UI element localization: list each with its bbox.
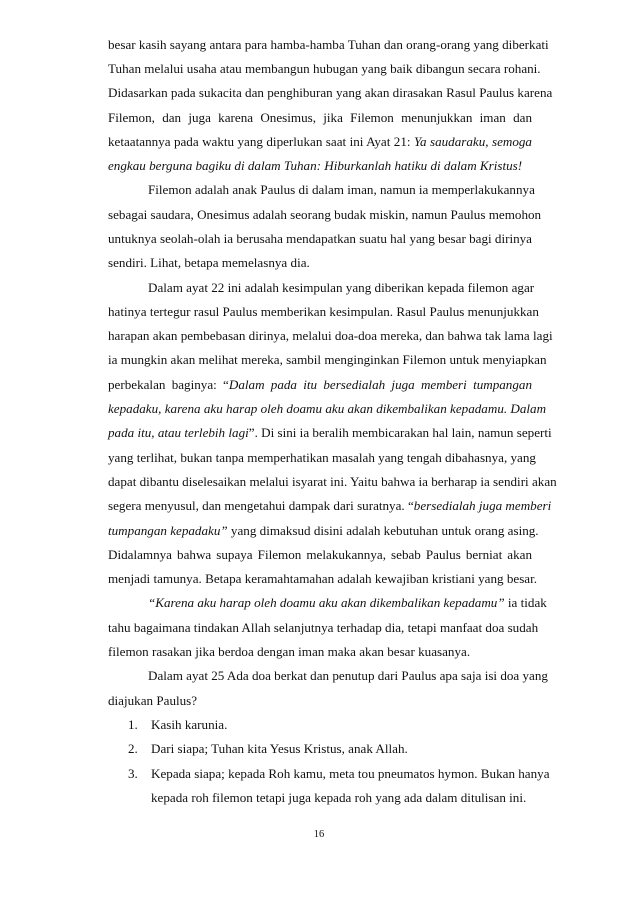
text-line: perbekalan baginya: “Dalam pada itu bersedialah juga memberi tumpangan <box>108 377 532 392</box>
text-line: menjadi tamunya. Betapa keramahtamahan adalah kewajiban kristiani yang besar. <box>108 571 538 586</box>
text-line: Dalam ayat 22 ini adalah kesimpulan yang diberikan kepada filemon agar <box>148 280 535 295</box>
text-line: Filemon, dan juga karena Onesimus, jika Filemon menunjukkan iman dan <box>108 110 532 125</box>
text-line: ketaatannya pada waktu yang diperlukan saat ini Ayat 21: Ya saudaraku, semoga <box>108 134 532 149</box>
list-item: Kasih karunia. <box>151 717 228 732</box>
text-line: kepadaku, karena aku harap oleh doamu aku akan dikembalikan kepadamu. Dalam <box>108 401 547 416</box>
text-line: pada itu, atau terlebih lagi”. Di sini ia beralih membicarakan hal lain, namun seperti <box>108 425 552 440</box>
text-line: Didalamnya bahwa supaya Filemon melakukannya, sebab Paulus berniat akan <box>108 547 532 562</box>
list-number: 1. <box>128 717 138 732</box>
list-number: 2. <box>128 741 138 756</box>
text-line: sendiri. Lihat, betapa memelasnya dia. <box>108 255 310 270</box>
text-line: tahu bagaimana tindakan Allah selanjutnya terhadap dia, tetapi manfaat doa sudah <box>108 620 539 635</box>
text-line: sebagai saudara, Onesimus adalah seorang budak miskin, namun Paulus memohon <box>108 207 542 222</box>
text-line: besar kasih sayang antara para hamba-hamba Tuhan dan orang-orang yang diberkati <box>108 37 549 52</box>
list-number: 3. <box>128 766 138 781</box>
list-item: Dari siapa; Tuhan kita Yesus Kristus, anak Allah. <box>151 741 408 756</box>
page-number: 16 <box>313 829 325 840</box>
text-line: hatinya tertegur rasul Paulus memberikan kesimpulan. Rasul Paulus menunjukkan <box>108 304 539 319</box>
text-line: tumpangan kepadaku” yang dimaksud disini adalah kebutuhan untuk orang asing. <box>108 523 539 538</box>
list-item-continuation: kepada roh filemon tetapi juga kepada roh yang ada dalam ditulisan ini. <box>151 790 527 805</box>
text-line: untuknya seolah-olah ia berusaha mendapatkan suatu hal yang besar bagi dirinya <box>108 231 532 246</box>
text-line: “Karena aku harap oleh doamu aku akan dikembalikan kepadamu” ia tidak <box>148 595 547 610</box>
text-line: diajukan Paulus? <box>108 693 198 708</box>
text-line: Tuhan melalui usaha atau membangun hubugan yang baik dibangun secara rohani. <box>108 61 541 76</box>
text-line: yang terlihat, bukan tanpa memperhatikan masalah yang tengah dibahasnya, yang <box>108 450 536 465</box>
text-line: Dalam ayat 25 Ada doa berkat dan penutup dari Paulus apa saja isi doa yang <box>148 668 548 683</box>
text-line: engkau berguna bagiku di dalam Tuhan: Hiburkanlah hatiku di dalam Kristus! <box>108 158 523 173</box>
list-item: Kepada siapa; kepada Roh kamu, meta tou pneumatos hymon. Bukan hanya <box>151 766 550 781</box>
text-line: ia mungkin akan melihat mereka, sambil menginginkan Filemon untuk menyiapkan <box>108 352 547 367</box>
text-line: harapan akan pembebasan dirinya, melalui doa-doa mereka, dan bahwa tak lama lagi <box>108 328 553 343</box>
text-line: Didasarkan pada sukacita dan penghiburan yang akan dirasakan Rasul Paulus karena <box>108 85 553 100</box>
text-line: dapat dibantu diselesaikan melalui isyarat ini. Yaitu bahwa ia berharap ia sendiri akan <box>108 474 557 489</box>
text-line: Filemon adalah anak Paulus di dalam iman, namun ia memperlakukannya <box>148 182 535 197</box>
text-line: segera menyusul, dan mengetahui dampak dari suratnya. “bersedialah juga memberi <box>108 498 552 513</box>
text-line: filemon rasakan jika berdoa dengan iman maka akan besar kuasanya. <box>108 644 471 659</box>
